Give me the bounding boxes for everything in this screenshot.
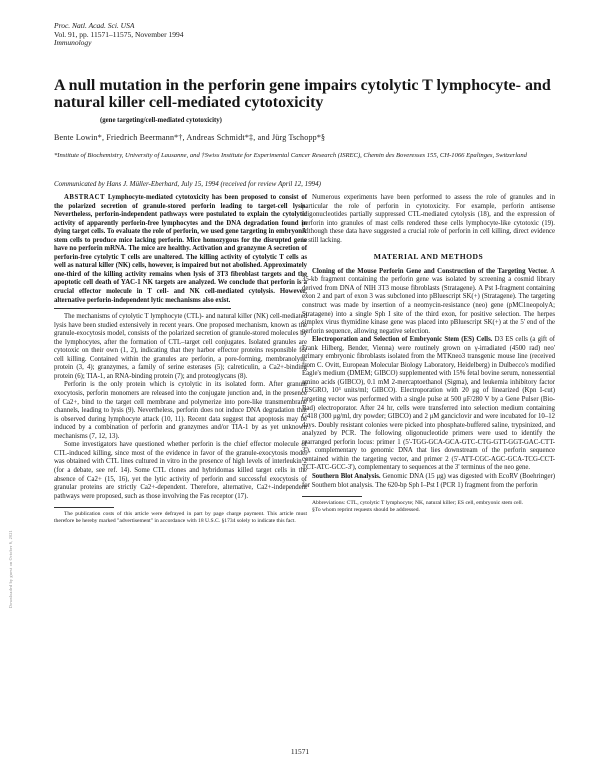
reprint-footnote: §To whom reprint requests should be addressed.	[312, 506, 420, 513]
journal-section: Immunology	[54, 38, 92, 48]
methods-paragraph-southern	[302, 473, 555, 490]
keywords: (gene targeting/cell-mediated cytotoxicity)	[100, 117, 222, 124]
methods-subheading-electroporation: Electroporation and Selection of Embryonic Stem (ES) Cells.	[312, 336, 493, 344]
methods-text-cloning: A 35-kb fragment containing the perforin gene was isolated by screening a cosmid library derived from DNA of NIH 3T3 mouse fibroblasts (Stratagene). A Pst I-fragment containing exon 2 and part of exon 3 was subcloned into pBluescript SK(+) (Stratagene). The targeting construct was made by insertion of a neomycin-resistance (neo) gene (pMC1neopolyA; Stratagene) into a single Sph I site of the third exon, for positive selection. The herpes simplex virus thymidine kinase gene was placed into pBluescript SK(+) at the 5' end of the perforin sequence, allowing negative selection.	[302, 267, 556, 335]
paper-title: A null mutation in the perforin gene impairs cytolytic T lymphocyte- and natural killer cell-mediated cytotoxicity	[54, 77, 551, 111]
methods-subheading-southern: Southern Blot Analysis.	[312, 472, 381, 480]
intro-paragraph-3: Some investigators have questioned whether perforin is the chief effector molecule of CTL-induced killing, since most of the evidence in favor of the granule-exocytosis model was obtained with CTL lines cultured in vitro in the presence of high levels of interleukin 2 (for a debate, see ref. 14). Some CTL clones and hybridomas killed target cells in the absence of Ca2+ (15, 16), yet the lytic activity of perforin and successful exocytosis of granular proteins are strictly Ca2+-dependent. Therefore, alternative, Ca2+-independent pathways were proposed, such as those involving the Fas receptor (17).	[54, 441, 307, 500]
methods-paragraph-electroporation	[302, 336, 555, 473]
abstract	[54, 194, 307, 305]
page-number: 11571	[290, 747, 310, 756]
methods-text-southern: Genomic DNA (15 μg) was digested with EcoRV (Boehringer) for Southern blot analysis. The 620-bp Sph I–Pst I (PCR 1) fragment from the perforin	[302, 472, 555, 489]
methods-text-electroporation: D3 ES cells (a gift of Frank Hilberg, Bender, Vienna) were routinely grown on γ-irradiated (4500 rad) neo' primary embryonic fibroblasts isolated from the MTKneo3 transgenic mouse line (received from C. Ovitt, European Molecular Biology Laboratory, Heidelberg) in Dulbecco's modified Eagle's medium (DMEM; GIBCO) supplemented with 15% fetal bovine serum, nonessential amino acids (GIBCO), 0.1 mM 2-mercaptoethanol (Sigma), and leukemia inhibitory factor (ESGRO, 10³ units/ml; GIBCO). Electroporation with 20 μg of linearized (Kpn I-cut) targeting vector was performed with a single pulse at 500 μF/280 V by a Gene Pulser (Bio-Rad) electroporator. After 24 hr, cells were transferred into selection medium containing G418 (300 μg/ml, dry powder; GIBCO) and 2 μM ganciclovir and were incubated for 10–12 days. Doubly resistant colonies were picked into phosphate-buffered saline, trypsinized, and analyzed by PCR. The following oligonucleotide primers were used to identify the rearranged perforin locus: primer 1 (5'-TGG-GCA-GCA-GTC-CTG-GTT-GGT-GAC-CTT-3'), complementary to genomic DNA that lies downstream of the perforin sequence contained within the targeting vector, and primer 2 (5'-ATT-CGC-AGC-GCA-TCG-CCT-TCT-ATC-GCC-3'), complementary to sequences at the 3' terminus of the neo gene.	[302, 336, 555, 472]
intro-paragraph-2: Perforin is the only protein which is cytolytic in its isolated form. After granule exocytosis, perforin monomers are released into the conjugate junction and, in the presence of Ca2+, bind to the target cell membrane and polymerize into pore-like transmembrane channels, leading to lysis (9). Nevertheless, perforin does not induce DNA degradation that is observed during lymphocyte attack (10, 11). Recent data suggest that apoptosis may be induced by a combination of perforin and granzymes and/or TIA-1 by as yet unknown mechanisms (7, 12, 13).	[54, 381, 307, 440]
journal-name: Proc. Natl. Acad. Sci. USA	[54, 21, 135, 30]
right-column	[302, 194, 555, 514]
abstract-label: ABSTRACT	[64, 194, 106, 201]
communicated-by: Communicated by Hans J. Müller-Eberhard, July 15, 1994 (received for review April 12, 1994)	[54, 180, 321, 188]
authors: Bente Lowin*, Friedrich Beermann*†, Andreas Schmidt*‡, and Jürg Tschopp*§	[54, 133, 326, 142]
journal-header	[54, 22, 354, 48]
abstract-text: Lymphocyte-mediated cytotoxicity has been proposed to consist of the polarized secretion of granule-stored perforin leading to target-cell lysis. Nevertheless, perforin-independent pathways were postulated to explain the cytolytic activity of apparently perforin-free lymphocytes and the DNA degradation found in dying target cells. To evaluate the role of perforin, we used gene targeting in embryonic stem cells to produce mice lacking perforin. Mice homozygous for the disrupted gene have no perforin mRNA. The mice are healthy. Activation and granzyme A secretion of perforin-free cytolytic T cells are unaltered. The killing activity of cytolytic T cells as well as natural killer (NK) cells, however, is impaired but not abolished. Approximately one-third of the killing activity remains when lysis of 3T3 fibroblast targets and the apoptotic cell death of YAC-1 NK targets are analyzed. We conclude that perforin is a crucial effector molecule in T cell- and NK cell-mediated cytolysis. However, alternative perforin-independent lytic mechanisms also exist.	[54, 194, 307, 304]
methods-heading: MATERIAL AND METHODS	[373, 252, 484, 262]
abbreviations-footnote: Abbreviations: CTL, cytolytic T lymphocyte; NK, natural killer; ES cell, embryonic stem cell.	[312, 500, 524, 507]
intro-paragraph-1: The mechanisms of cytolytic T lymphocyte (CTL)- and natural killer (NK) cell-mediated lysis have been studied extensively in recent years. One proposed mechanism, known as the granule-exocytosis model, consists of the polarized secretion of granule-stored molecules by the lymphocytes, after the formation of CTL–target cell conjugates. Isolated granules are cytotoxic on their own (1, 2), indicating that they harbor effector proteins responsible for cell killing. Contained within the granules are perforin, a pore-forming, membranolytic protein (3, 4); granzymes, a family of serine esterases (5); calreticulin, a Ca2+-binding protein (6); TIA-1, an RNA-binding protein (7); and proteoglycans (8).	[54, 313, 307, 380]
publication-cost-footnote: The publication costs of this article were defrayed in part by page charge payment. This article must therefore be hereby marked "advertisement" in accordance with 18 U.S.C. §1734 solely to indicate this fact.	[54, 511, 307, 524]
affiliations: *Institute of Biochemistry, University of Lausanne, and †Swiss Institute for Experimental Cancer Research (ISREC), Chemin des Boveresses 155, CH-1066 Epalinges, Switzerland	[54, 152, 527, 159]
methods-paragraph-cloning	[302, 268, 555, 336]
abstract-divider	[54, 308, 231, 309]
methods-subheading-cloning: Cloning of the Mouse Perforin Gene and Construction of the Targeting Vector.	[312, 267, 548, 275]
journal-volume: Vol. 91, pp. 11571–11575, November 1994	[54, 29, 184, 39]
left-column	[54, 194, 307, 525]
download-margin-note: Downloaded by guest on October 6, 2021	[8, 530, 13, 609]
intro-paragraph-4: Numerous experiments have been performed to assess the role of granules and in particular the role of perforin in cytotoxicity. For example, perforin antisense oligonucleotides partially suppressed CTL-mediated cytolysis (18), and the expression of perforin into granules of mast cells rendered these cells lymphocyte-like cytotoxic (19). Although these data have suggested a crucial role of perforin in cell killing, direct evidence is still lacking.	[302, 194, 555, 244]
footnote-divider-right	[302, 496, 362, 497]
footnote-divider	[54, 507, 114, 508]
